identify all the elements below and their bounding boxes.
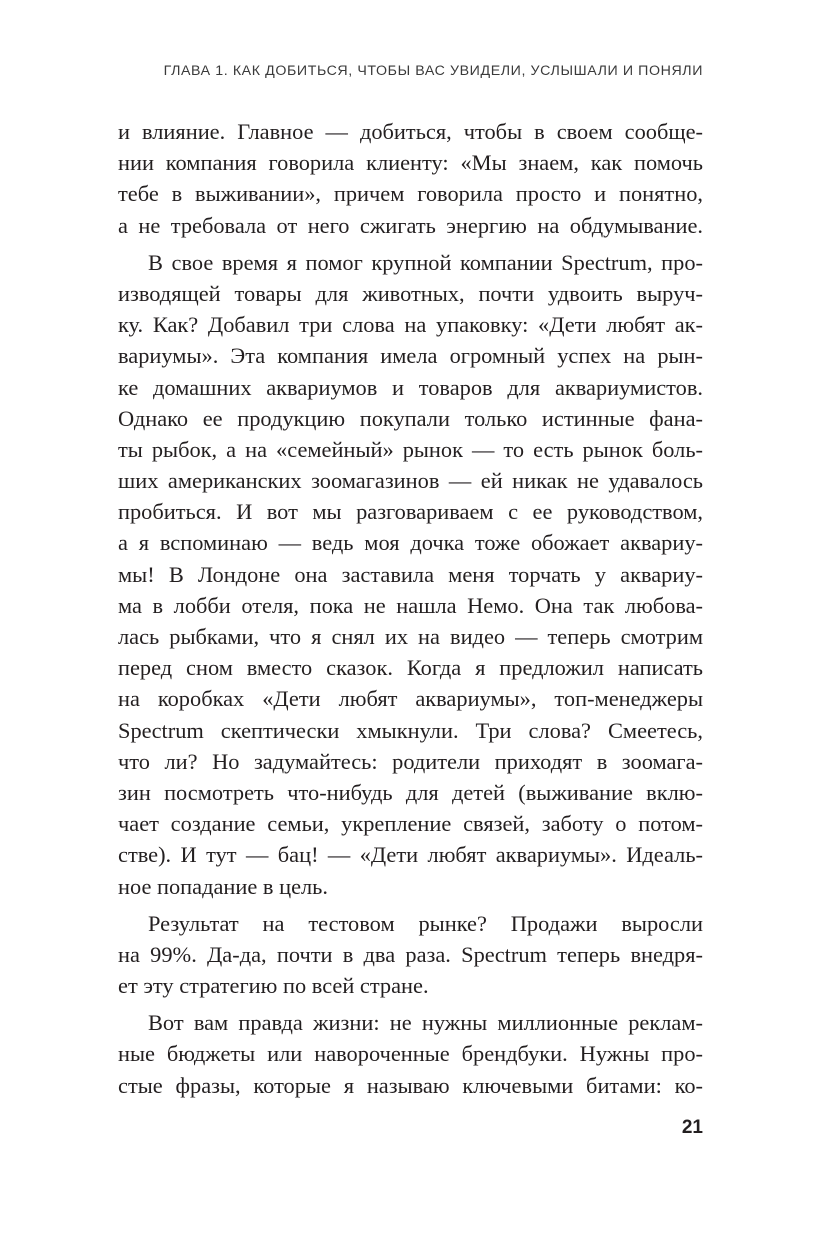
- text-line: а не требовала от него сжигать энергию на обдумывание.: [118, 212, 703, 238]
- running-head: ГЛАВА 1. КАК ДОБИТЬСЯ, ЧТОБЫ ВАС УВИДЕЛИ, УСЛЫШАЛИ И ПОНЯЛИ: [163, 63, 703, 79]
- text-line: лась рыбками, что я снял их на видео — теперь смотрим: [118, 624, 703, 649]
- text-line: пробиться. И вот мы разговариваем с ее руководством,: [118, 499, 703, 525]
- text-line: Результат на тестовом рынке? Продажи выросли: [148, 910, 703, 936]
- text-line: вариумы». Эта компания имела огромный успех на рын-: [118, 343, 703, 369]
- text-line: а я вспоминаю — ведь моя дочка тоже обожает аквариу-: [118, 530, 703, 556]
- text-line: на 99%. Да-да, почти в два раза. Spectrum теперь внедря-: [118, 941, 703, 967]
- text-line: мы! В Лондоне она заставила меня торчать у аквариу-: [118, 561, 703, 587]
- text-line: что ли? Но задумайтесь: родители приходят в зоомага-: [118, 748, 703, 774]
- text-line: ты рыбок, а на «семейный» рынок — то есть рынок боль-: [118, 436, 703, 462]
- text-line: ное попадание в цель.: [118, 873, 328, 899]
- text-line: зин посмотреть что-нибудь для детей (выживание вклю-: [118, 779, 703, 805]
- text-line: изводящей товары для животных, почти удвоить выруч-: [118, 280, 703, 306]
- text-line: Spectrum скептически хмыкнули. Три слова? Смеетесь,: [118, 717, 703, 743]
- body-text: [118, 116, 703, 1101]
- text-line: ших американских зоомагазинов — ей никак не удавалось: [118, 468, 703, 494]
- text-line: стве). И тут — бац! — «Дети любят аквариумы». Идеаль-: [118, 842, 703, 868]
- page-number: 21: [681, 1117, 703, 1138]
- text-line: нии компания говорила клиенту: «Мы знаем, как помочь: [118, 150, 703, 176]
- text-line: ке домашних аквариумов и товаров для аквариумистов.: [118, 374, 703, 400]
- text-line: ку. Как? Добавил три слова на упаковку: «Дети любят ак-: [118, 312, 703, 338]
- text-line: чает создание семьи, укрепление связей, заботу о потом-: [118, 811, 703, 837]
- text-line: ные бюджеты или навороченные брендбуки. Нужны про-: [118, 1041, 703, 1067]
- text-line: стые фразы, которые я называю ключевыми битами: ко-: [118, 1072, 703, 1098]
- text-line: В свое время я помог крупной компании Spectrum, про-: [148, 249, 703, 275]
- text-line: тебе в выживании», причем говорила просто и понятно,: [118, 181, 703, 207]
- text-line: и влияние. Главное — добиться, чтобы в своем сообще-: [118, 119, 703, 144]
- text-line: ет эту стратегию по всей стране.: [118, 973, 429, 999]
- text-line: перед сном вместо сказок. Когда я предложил написать: [118, 655, 703, 681]
- text-line: ма в лобби отеля, пока не нашла Немо. Она так любова-: [118, 592, 703, 618]
- text-line: Вот вам правда жизни: не нужны миллионные реклам-: [148, 1010, 703, 1036]
- text-line: Однако ее продукцию покупали только истинные фана-: [118, 405, 703, 431]
- text-line: на коробках «Дети любят аквариумы», топ-менеджеры: [118, 686, 703, 712]
